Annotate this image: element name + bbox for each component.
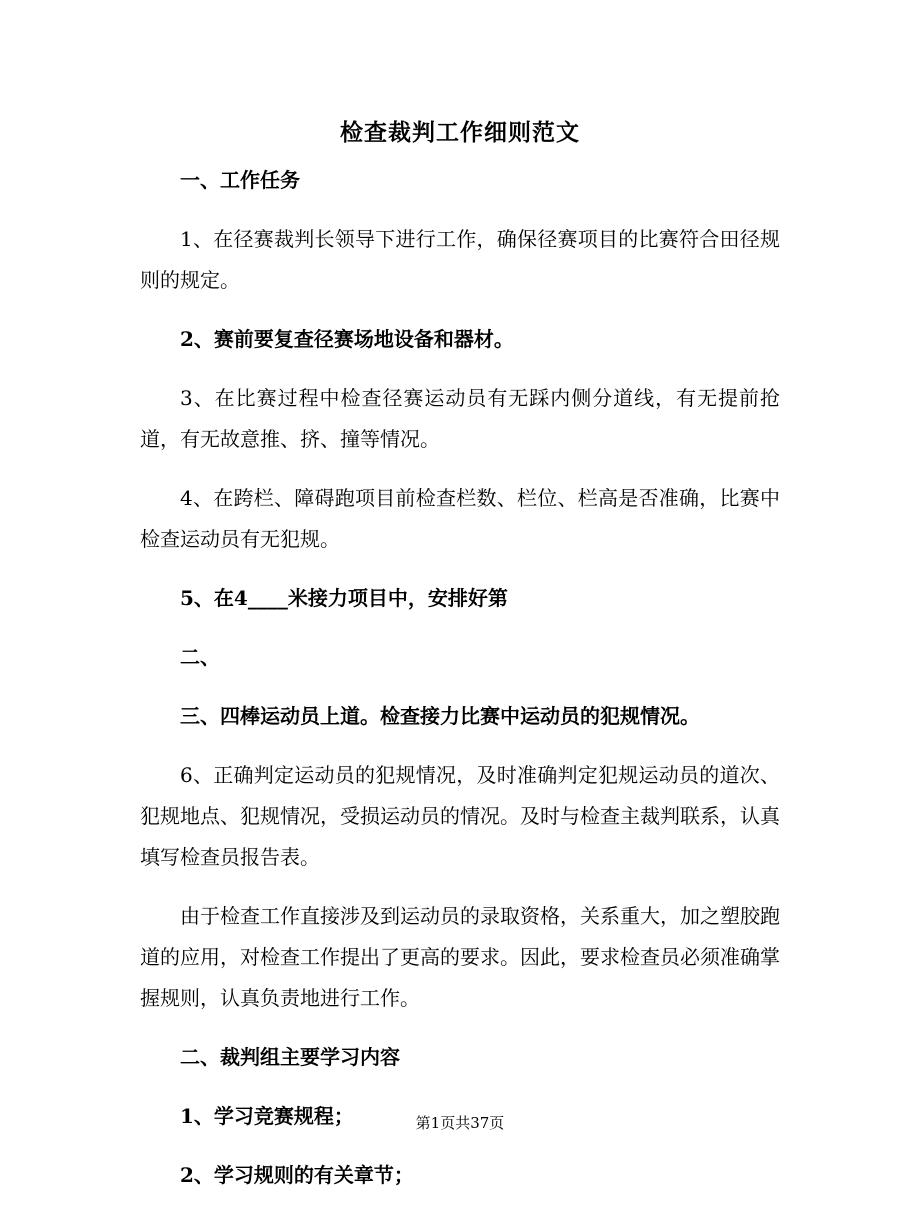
paragraph: 二、 [180, 645, 220, 669]
paragraph: 由于检查工作直接涉及到运动员的录取资格，关系重大，加之塑胶跑道的应用，对检查工作提出了更高的要求。因此，要求检查员必须准确掌握规则，认真负责地进行工作。 [140, 904, 780, 1010]
page-footer: 第1页共37页 [415, 1114, 505, 1132]
paragraph: 2、学习规则的有关章节； [180, 1163, 414, 1187]
paragraph: 二、裁判组主要学习内容 [180, 1045, 400, 1069]
paragraph: 三、四棒运动员上道。检查接力比赛中运动员的犯规情况。 [180, 704, 700, 728]
document-body [140, 160, 780, 1214]
paragraph: 一、工作任务 [180, 168, 300, 192]
paragraph: 2、赛前要复查径赛场地设备和器材。 [180, 327, 514, 351]
page-title: 检查裁判工作细则范文 [340, 119, 580, 146]
paragraph: 3、在比赛过程中检查径赛运动员有无踩内侧分道线，有无提前抢道，有无故意推、挤、撞等情况。 [140, 386, 780, 451]
paragraph: 6、正确判定运动员的犯规情况，及时准确判定犯规运动员的道次、犯规地点、犯规情况，受损运动员的情况。及时与检查主裁判联系，认真填写检查员报告表。 [140, 763, 780, 869]
paragraph: 5、在4____米接力项目中，安排好第 [180, 586, 508, 610]
paragraph: 1、学习竞赛规程； [180, 1104, 354, 1128]
paragraph: 1、在径赛裁判长领导下进行工作，确保径赛项目的比赛符合田径规则的规定。 [140, 227, 780, 292]
paragraph: 4、在跨栏、障碍跑项目前检查栏数、栏位、栏高是否准确，比赛中检查运动员有无犯规。 [140, 486, 780, 551]
